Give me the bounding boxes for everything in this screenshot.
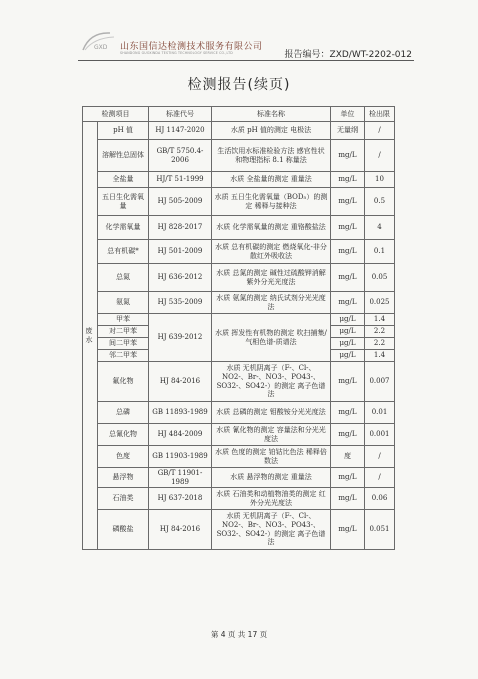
unit-cell: mg/L <box>331 188 365 216</box>
limit-cell: 0.051 <box>365 510 395 550</box>
table-row <box>83 468 395 488</box>
item-cell: 氨氮 <box>98 292 149 314</box>
name-cell: 水质 无机阴离子（F-、Cl-、NO2-、Br-、NO3-、PO43-、SO32-、SO42-）的测定 离子色谱法 <box>212 510 331 550</box>
item-cell: 全盐量 <box>98 172 149 188</box>
unit-cell: mg/L <box>331 402 365 424</box>
unit-cell: mg/L <box>331 510 365 550</box>
code-cell: HJ 84-2016 <box>149 510 212 550</box>
test-items-table <box>82 106 395 550</box>
unit-cell: 度 <box>331 446 365 468</box>
table-row <box>83 140 395 172</box>
item-cell: 甲苯 <box>98 314 149 326</box>
limit-cell: 0.007 <box>365 362 395 402</box>
item-cell: 溶解性总固体 <box>98 140 149 172</box>
table-row <box>83 188 395 216</box>
item-cell: 色度 <box>98 446 149 468</box>
table-row <box>83 402 395 424</box>
name-cell: 水质 氨氮的测定 纳氏试剂分光光度法 <box>212 292 331 314</box>
limit-cell: 0.01 <box>365 402 395 424</box>
code-cell: HJ 501-2009 <box>149 240 212 264</box>
limit-cell: / <box>365 446 395 468</box>
name-cell: 水质 氰化物的测定 容量法和分光光度法 <box>212 424 331 446</box>
limit-cell: 1.4 <box>365 314 395 326</box>
unit-cell: μg/L <box>331 350 365 362</box>
code-cell: GB 11893-1989 <box>149 402 212 424</box>
table-header-row <box>83 107 395 122</box>
limit-cell: / <box>365 122 395 140</box>
company-name: 山东国信达检测技术服务有限公司 <box>120 42 263 52</box>
limit-cell: 0.06 <box>365 488 395 510</box>
code-cell: HJ 535-2009 <box>149 292 212 314</box>
item-cell: 邻二甲苯 <box>98 350 149 362</box>
limit-cell: / <box>365 140 395 172</box>
limit-cell: 0.1 <box>365 240 395 264</box>
header-item: 检测项目 <box>83 107 149 122</box>
code-cell: GB/T 11901-1989 <box>149 468 212 488</box>
unit-cell: μg/L <box>331 314 365 326</box>
name-cell: 水质 石油类和动植物油类的测定 红外分光光度法 <box>212 488 331 510</box>
code-cell: HJ 636-2012 <box>149 264 212 292</box>
page-footer: 第 4 页 共 17 页 <box>210 630 268 639</box>
code-cell: HJ 828-2017 <box>149 216 212 240</box>
code-cell: HJ 505-2009 <box>149 188 212 216</box>
unit-cell: mg/L <box>331 424 365 446</box>
item-cell: 磷酸盐 <box>98 510 149 550</box>
item-cell: 化学需氧量 <box>98 216 149 240</box>
name-cell: 水质 化学需氧量的测定 重铬酸盐法 <box>212 216 331 240</box>
unit-cell: mg/L <box>331 172 365 188</box>
table-row <box>83 122 395 140</box>
name-cell: 水质 总磷的测定 钼酸铵分光光度法 <box>212 402 331 424</box>
header-divider <box>78 60 414 61</box>
name-cell: 水质 挥发性有机物的测定 吹扫捕集/气相色谱-质谱法 <box>212 314 331 362</box>
header-unit: 单位 <box>331 107 365 122</box>
unit-cell: mg/L <box>331 362 365 402</box>
table-row <box>83 510 395 550</box>
limit-cell: / <box>365 468 395 488</box>
limit-cell: 0.025 <box>365 292 395 314</box>
name-cell: 生活饮用水标准检验方法 感官性状和物理指标 8.1 称量法 <box>212 140 331 172</box>
table-row <box>83 488 395 510</box>
limit-cell: 1.4 <box>365 350 395 362</box>
category-cell: 废水 <box>83 122 98 550</box>
code-cell: HJ 1147-2020 <box>149 122 212 140</box>
company-logo <box>80 30 118 52</box>
page-title: 检测报告(续页) <box>187 77 291 93</box>
table-row <box>83 314 395 326</box>
limit-cell: 2.2 <box>365 338 395 350</box>
table-row <box>83 446 395 468</box>
code-cell: HJ 484-2009 <box>149 424 212 446</box>
code-cell: HJ/T 51-1999 <box>149 172 212 188</box>
limit-cell: 0.5 <box>365 188 395 216</box>
unit-cell: μg/L <box>331 326 365 338</box>
code-cell: GB 11903-1989 <box>149 446 212 468</box>
unit-cell: mg/L <box>331 240 365 264</box>
header-code: 标准代号 <box>149 107 212 122</box>
name-cell: 水质 五日生化需氧量（BOD₅）的测定 稀释与接种法 <box>212 188 331 216</box>
name-cell: 水质 pH 值的测定 电极法 <box>212 122 331 140</box>
company-name-en: SHANDONG GUOXINDA TESTING TECHNOLOGY SERVICE CO.,LTD <box>120 51 233 55</box>
item-cell: 对二甲苯 <box>98 326 149 338</box>
unit-cell: μg/L <box>331 338 365 350</box>
code-cell: HJ 637-2018 <box>149 488 212 510</box>
code-cell: GB/T 5750.4-2006 <box>149 140 212 172</box>
report-number: 报告编号：ZXD/WT-2202-012 <box>284 50 412 60</box>
unit-cell: mg/L <box>331 292 365 314</box>
table-row <box>83 362 395 402</box>
name-cell: 水质 色度的测定 铂钴比色法 稀释倍数法 <box>212 446 331 468</box>
item-cell: 总有机碳* <box>98 240 149 264</box>
table-row <box>83 216 395 240</box>
limit-cell: 2.2 <box>365 326 395 338</box>
table-row <box>83 172 395 188</box>
limit-cell: 4 <box>365 216 395 240</box>
item-cell: 石油类 <box>98 488 149 510</box>
limit-cell: 0.001 <box>365 424 395 446</box>
logo-text: GXD <box>94 44 108 51</box>
unit-cell: mg/L <box>331 216 365 240</box>
item-cell: 间二甲苯 <box>98 338 149 350</box>
unit-cell: 无量纲 <box>331 122 365 140</box>
table-row <box>83 240 395 264</box>
name-cell: 水质 全盐量的测定 重量法 <box>212 172 331 188</box>
item-cell: 总磷 <box>98 402 149 424</box>
item-cell: pH 值 <box>98 122 149 140</box>
name-cell: 水质 总氮的测定 碱性过硫酸钾消解紫外分光光度法 <box>212 264 331 292</box>
table-row <box>83 292 395 314</box>
code-cell: HJ 84-2016 <box>149 362 212 402</box>
item-cell: 氟化物 <box>98 362 149 402</box>
limit-cell: 10 <box>365 172 395 188</box>
name-cell: 水质 悬浮物的测定 重量法 <box>212 468 331 488</box>
table-row <box>83 264 395 292</box>
name-cell: 水质 总有机碳的测定 燃烧氧化-非分散红外吸收法 <box>212 240 331 264</box>
item-cell: 悬浮物 <box>98 468 149 488</box>
header-name: 标准名称 <box>212 107 331 122</box>
item-cell: 五日生化需氧量 <box>98 188 149 216</box>
table-row <box>83 424 395 446</box>
unit-cell: mg/L <box>331 488 365 510</box>
name-cell: 水质 无机阴离子（F-、Cl-、NO2-、Br-、NO3-、PO43-、SO32-、SO42-）的测定 离子色谱法 <box>212 362 331 402</box>
unit-cell: mg/L <box>331 264 365 292</box>
item-cell: 总氰化物 <box>98 424 149 446</box>
unit-cell: mg/L <box>331 468 365 488</box>
header-limit: 检出限 <box>365 107 395 122</box>
item-cell: 总氮 <box>98 264 149 292</box>
unit-cell: mg/L <box>331 140 365 172</box>
code-cell: HJ 639-2012 <box>149 314 212 362</box>
limit-cell: 0.05 <box>365 264 395 292</box>
